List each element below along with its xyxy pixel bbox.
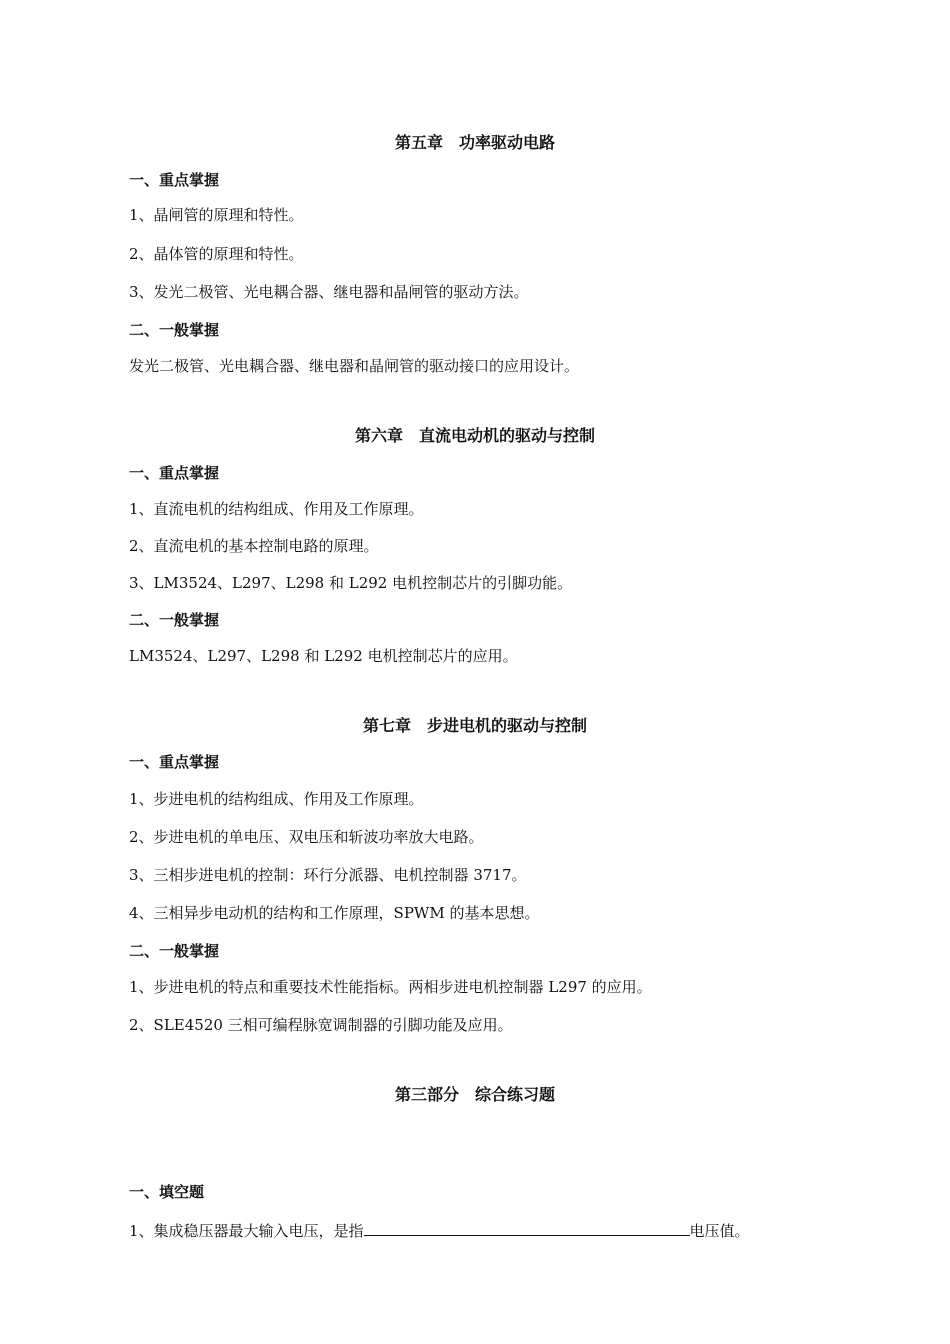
chapter-6-key-item-1: 1、直流电机的结构组成、作用及工作原理。 bbox=[129, 500, 424, 518]
chapter-7-key-item-4: 4、三相异步电动机的结构和工作原理，SPWM 的基本思想。 bbox=[129, 904, 540, 922]
question-1-suffix: 电压值。 bbox=[689, 1222, 750, 1240]
chapter-5-key-item-2: 2、晶体管的原理和特性。 bbox=[129, 245, 304, 263]
chapter-7-general-heading: 二、一般掌握 bbox=[129, 942, 220, 960]
chapter-5-key-item-1: 1、晶闸管的原理和特性。 bbox=[129, 206, 304, 224]
chapter-6-key-item-2: 2、直流电机的基本控制电路的原理。 bbox=[129, 537, 379, 555]
chapter-7-title: 第七章 步进电机的驱动与控制 bbox=[362, 716, 587, 735]
chapter-7-general-item-1: 1、步进电机的特点和重要技术性能指标。两相步进电机控制器 L297 的应用。 bbox=[129, 978, 652, 996]
chapter-5-key-item-3: 3、发光二极管、光电耦合器、继电器和晶闸管的驱动方法。 bbox=[129, 283, 529, 301]
chapter-5-general-item-1: 发光二极管、光电耦合器、继电器和晶闸管的驱动接口的应用设计。 bbox=[129, 357, 580, 375]
chapter-5-title: 第五章 功率驱动电路 bbox=[394, 133, 555, 152]
chapter-7-key-item-2: 2、步进电机的单电压、双电压和斩波功率放大电路。 bbox=[129, 828, 484, 846]
fill-in-heading: 一、填空题 bbox=[129, 1183, 205, 1201]
question-1-prefix: 1、集成稳压器最大输入电压，是指 bbox=[129, 1222, 364, 1240]
answer-blank bbox=[364, 1219, 690, 1236]
chapter-7-general-item-2: 2、SLE4520 三相可编程脉宽调制器的引脚功能及应用。 bbox=[129, 1016, 513, 1034]
chapter-7-key-heading: 一、重点掌握 bbox=[129, 753, 220, 771]
chapter-6-general-item-1: LM3524、L297、L298 和 L292 电机控制芯片的应用。 bbox=[129, 647, 518, 665]
chapter-7-key-item-3: 3、三相步进电机的控制：环行分派器、电机控制器 3717。 bbox=[129, 866, 527, 884]
chapter-6-key-item-3: 3、LM3524、L297、L298 和 L292 电机控制芯片的引脚功能。 bbox=[129, 574, 573, 592]
chapter-7-key-item-1: 1、步进电机的结构组成、作用及工作原理。 bbox=[129, 790, 424, 808]
question-1 bbox=[129, 1219, 750, 1241]
chapter-6-title: 第六章 直流电动机的驱动与控制 bbox=[354, 426, 595, 445]
part-3-title: 第三部分 综合练习题 bbox=[394, 1085, 555, 1104]
chapter-5-key-heading: 一、重点掌握 bbox=[129, 171, 220, 189]
chapter-5-general-heading: 二、一般掌握 bbox=[129, 321, 220, 339]
chapter-6-general-heading: 二、一般掌握 bbox=[129, 611, 220, 629]
chapter-6-key-heading: 一、重点掌握 bbox=[129, 464, 220, 482]
